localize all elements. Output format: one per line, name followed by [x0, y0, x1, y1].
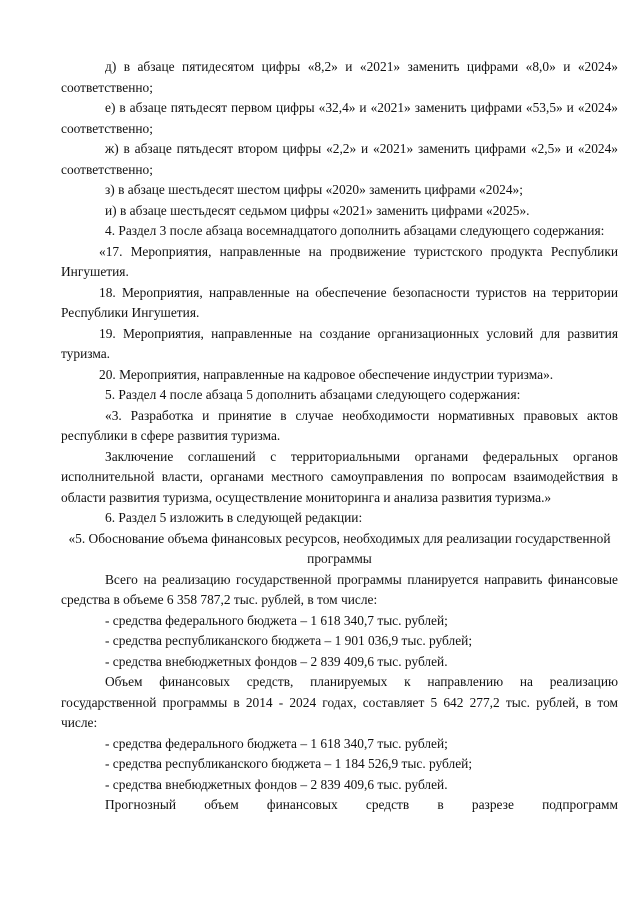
list-item-extrabudgetary-funds: - средства внебюджетных фондов – 2 839 409,6 тыс. рублей. [105, 653, 448, 669]
paragraph-section-5-new-edition: 6. Раздел 5 изложить в следующей редакции: [105, 510, 363, 525]
list-item-republican-budget-2014-2024: - средства республиканского бюджета – 1 184 526,9 тыс. рублей; [105, 756, 473, 771]
paragraph-section-4-amendment: 5. Раздел 4 после абзаца 5 дополнить абзацами следующего содержания: [105, 387, 521, 402]
paragraph-funding-2014-2024: Объем финансовых средств, планируемых к направлению на реализацию государственной программы в 2014 - 2024 годах, составляет 5 642 277,2 тыс. рублей, в том числе: [61, 674, 618, 730]
section-5-heading: «5. Обоснование объема финансовых ресурсов, необходимых для реализации государственной программы [68, 530, 611, 566]
list-item-extrabudgetary-funds-2014-2024: - средства внебюджетных фондов – 2 839 409,6 тыс. рублей. [105, 776, 448, 792]
paragraph-section-3-amendment: 4. Раздел 3 после абзаца восемнадцатого дополнить абзацами следующего содержания: [105, 223, 605, 238]
paragraph-agreements: Заключение соглашений с территориальными органами федеральных органов исполнительной власти, органами местного самоуправления по вопросам взаимодействия в области развития туризма, осуществление мониторинга и анализа развития туризма.» [61, 448, 618, 505]
paragraph-item-z: з) в абзаце шестьдесят шестом цифры «2020» заменить цифрами «2024»; [105, 182, 523, 197]
paragraph-item-3-regulation: «3. Разработка и принятие в случае необходимости нормативных правовых актов республики в сфере развития туризма. [61, 407, 618, 443]
paragraph-item-zh: ж) в абзаце пятьдесят втором цифры «2,2» и «2021» заменить цифрами «2,5» и «2024» соответственно; [61, 141, 618, 177]
paragraph-forecast-funding: Прогнозный объем финансовых средств в разрезе подпрограмм [105, 797, 618, 812]
list-item-federal-budget: - средства федерального бюджета – 1 618 340,7 тыс. рублей; [105, 612, 448, 628]
paragraph-item-i: и) в абзаце шестьдесят седьмом цифры «2021» заменить цифрами «2025». [105, 202, 530, 218]
paragraph-item-e: е) в абзаце пятьдесят первом цифры «32,4» и «2021» заменить цифрами «53,5» и «2024» соответственно; [61, 100, 618, 136]
paragraph-measure-20: 20. Мероприятия, направленные на кадровое обеспечение индустрии туризма». [99, 366, 554, 382]
paragraph-total-funding: Всего на реализацию государственной программы планируется направить финансовые средства в объеме 6 358 787,2 тыс. рублей, в том числе: [61, 571, 618, 607]
paragraph-measure-17: «17. Мероприятия, направленные на продвижение туристского продукта Республики Ингушетия. [61, 243, 618, 279]
list-item-federal-budget-2014-2024: - средства федерального бюджета – 1 618 340,7 тыс. рублей; [105, 735, 448, 751]
paragraph-measure-19: 19. Мероприятия, направленные на создание организационных условий для развития туризма. [61, 325, 618, 361]
paragraph-item-d: д) в абзаце пятидесятом цифры «8,2» и «2021» заменить цифрами «8,0» и «2024» соответственно; [61, 59, 618, 95]
paragraph-measure-18: 18. Мероприятия, направленные на обеспечение безопасности туристов на территории Республики Ингушетия. [61, 284, 618, 320]
list-item-republican-budget: - средства республиканского бюджета – 1 901 036,9 тыс. рублей; [105, 633, 473, 648]
document-body [61, 57, 618, 816]
